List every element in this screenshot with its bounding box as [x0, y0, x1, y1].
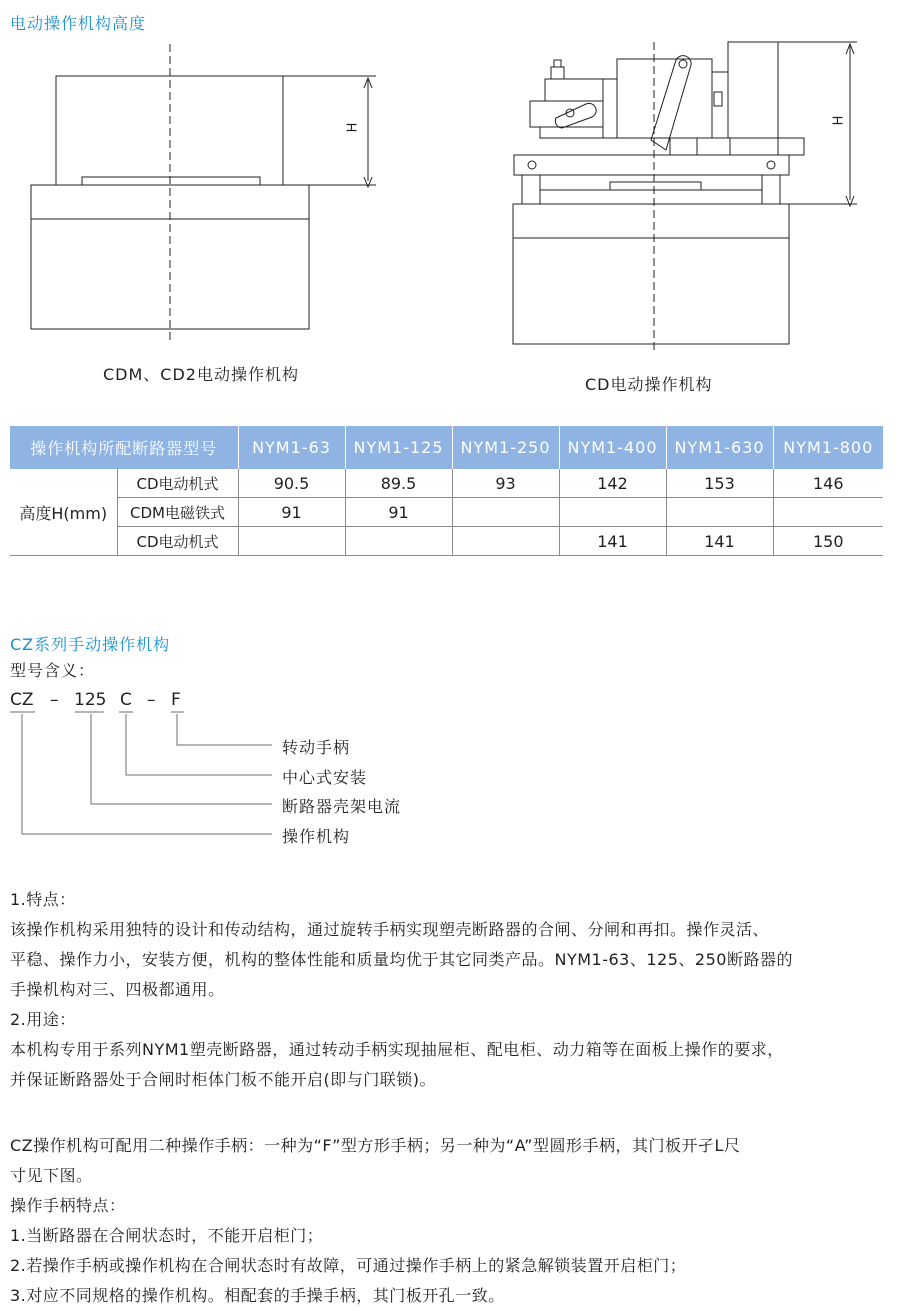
table-cell	[345, 527, 452, 556]
table-row	[10, 498, 883, 527]
dimension-label-h-left: H	[345, 122, 361, 133]
cdm-cd2-mechanism-drawing	[0, 0, 900, 420]
table-row	[10, 469, 883, 498]
usage-heading: 2.用途：	[10, 1010, 76, 1029]
table-header-cell: NYM1-630	[666, 426, 773, 469]
list-item: 1.当断路器在合闸状态时，不能开启柜门；	[10, 1226, 324, 1245]
handle-features-heading: 操作手柄特点：	[10, 1196, 126, 1215]
section-title-cz-manual: CZ系列手动操作机构	[10, 635, 171, 654]
paragraph-line: 手操机构对三、四极都通用。	[10, 980, 225, 999]
table-cell	[773, 498, 883, 527]
paragraph-line: 寸见下图。	[10, 1166, 93, 1185]
table-cell: 153	[666, 469, 773, 498]
table-cell	[452, 498, 559, 527]
table-cell: 146	[773, 469, 883, 498]
table-cell: 91	[238, 498, 345, 527]
table-header-model: 操作机构所配断路器型号	[10, 426, 238, 469]
table-cell: 90.5	[238, 469, 345, 498]
row-type: CD电动机式	[117, 469, 238, 498]
row-group-label: 高度H(mm)	[10, 469, 117, 556]
code-part-cz: CZ	[10, 690, 34, 710]
model-code-legend-lines	[0, 700, 300, 840]
paragraph-line: 并保证断路器处于合闸时柜体门板不能开启(即与门联锁)。	[10, 1070, 436, 1089]
figure-caption-right: CD电动操作机构	[585, 375, 713, 394]
table-header-cell: NYM1-400	[559, 426, 666, 469]
legend-center-mount: 中心式安装	[282, 768, 368, 787]
height-spec-table	[10, 426, 883, 556]
paragraph-line: CZ操作机构可配用二种操作手柄：一种为“F”型方形手柄；另一种为“A”型圆形手柄，其门板开孑L尺	[10, 1136, 741, 1155]
table-header-cell: NYM1-63	[238, 426, 345, 469]
code-separator: –	[50, 690, 59, 710]
table-cell: 142	[559, 469, 666, 498]
dimension-label-h-right: H	[831, 115, 847, 126]
code-separator: –	[147, 690, 156, 710]
table-header-row	[10, 426, 883, 469]
row-type: CDM电磁铁式	[117, 498, 238, 527]
table-header-cell: NYM1-250	[452, 426, 559, 469]
table-cell: 150	[773, 527, 883, 556]
features-section	[10, 885, 895, 1095]
table-cell	[452, 527, 559, 556]
paragraph-line: 该操作机构采用独特的设计和传动结构，通过旋转手柄实现塑壳断路器的合闸、分闸和再扣。操作灵活、	[10, 920, 770, 939]
table-cell	[238, 527, 345, 556]
legend-frame-current: 断路器壳架电流	[282, 797, 402, 816]
list-item: 2.若操作手柄或操作机构在合闸状态时有故障，可通过操作手柄上的紧急解锁装置开启柜门；	[10, 1256, 687, 1275]
section-title-motor-height: 电动操作机构高度	[10, 14, 147, 33]
table-cell: 141	[666, 527, 773, 556]
table-header-cell: NYM1-800	[773, 426, 883, 469]
legend-operating-mechanism: 操作机构	[282, 827, 351, 846]
features-heading: 1.特点：	[10, 890, 76, 909]
table-header-cell: NYM1-125	[345, 426, 452, 469]
model-meaning-label: 型号含义：	[10, 661, 96, 680]
paragraph-line: 平稳、操作力小，安装方便，机构的整体性能和质量均优于其它同类产品。NYM1-63、125、250断路器的	[10, 950, 793, 969]
handles-section	[10, 1131, 895, 1311]
code-part-handle: F	[171, 690, 181, 710]
figure-caption-left: CDM、CD2电动操作机构	[103, 365, 299, 384]
list-item: 3.对应不同规格的操作机构。相配套的手操手柄，其门板开孔一致。	[10, 1286, 505, 1305]
code-part-current: 125	[74, 690, 107, 710]
table-cell: 93	[452, 469, 559, 498]
table-cell: 91	[345, 498, 452, 527]
paragraph-line: 本机构专用于系列NYM1塑壳断路器，通过转动手柄实现抽屉柜、配电柜、动力箱等在面板上操作的要求，	[10, 1040, 784, 1059]
table-cell	[559, 498, 666, 527]
row-type: CD电动机式	[117, 527, 238, 556]
code-part-center: C	[120, 690, 132, 710]
table-cell	[666, 498, 773, 527]
table-cell: 141	[559, 527, 666, 556]
legend-rotary-handle: 转动手柄	[282, 738, 351, 757]
table-row	[10, 527, 883, 556]
table-cell: 89.5	[345, 469, 452, 498]
